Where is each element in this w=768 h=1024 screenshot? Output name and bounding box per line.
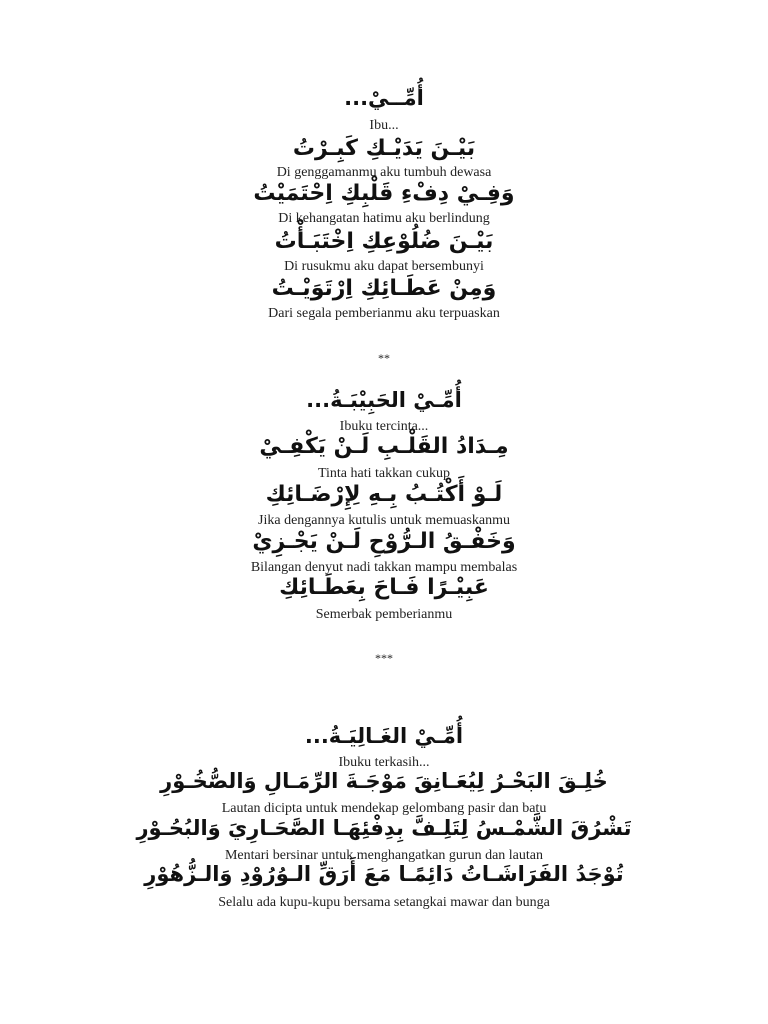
stanza-3-title-translation: Ibuku terkasih... <box>338 755 430 770</box>
stanza-1-line-1-arabic: بَيْـنَ يَدَيْـكِ كَبِـرْتُ <box>292 136 476 161</box>
stanza-3-line-1-arabic: خُلِـقَ البَحْـرُ لِيُعَـانِقَ مَوْجَـةَ الرِّمَـالِ وَالصُّخُـوْرِ <box>160 769 608 793</box>
stanza-2-line-1-arabic: مِـدَادُ القَلْـبِ لَـنْ يَكْفِـيْ <box>259 434 509 459</box>
stanza-1-line-1-translation: Di genggamanmu aku tumbuh dewasa <box>276 165 492 180</box>
stanza-2-line-3-arabic: وَخَفْـقُ الـرُّوْحِ لَـنْ يَجْـزِيْ <box>252 529 516 554</box>
stanza-1-title-arabic: أُمِّــيْ... <box>344 86 424 110</box>
stanza-1-line-3-arabic: بَيْـنَ ضُلُوْعِكِ اِخْتَبَـأْتُ <box>274 229 494 254</box>
stanza-2-title-translation: Ibuku tercinta... <box>339 419 429 434</box>
stanza-1-line-4-translation: Dari segala pemberianmu aku terpuaskan <box>268 306 500 321</box>
stanza-separator: ** <box>378 351 390 365</box>
stanza-1-line-2-translation: Di kehangatan hatimu aku berlindung <box>278 211 490 226</box>
stanza-3-line-1-translation: Lautan dicipta untuk mendekap gelombang pasir dan batu <box>221 801 547 816</box>
stanza-1-line-3-translation: Di rusukmu aku dapat bersembunyi <box>284 259 484 274</box>
stanza-2-line-4-arabic: عَبِيْـرًا فَـاحَ بِعَطَـائِكِ <box>279 575 489 600</box>
stanza-1-title-translation: Ibu... <box>369 118 399 133</box>
stanza-3-title-arabic: أُمِّـيْ الغَـالِيَـةُ... <box>304 724 464 748</box>
stanza-2-line-3-translation: Bilangan denyut nadi takkan mampu membalas <box>250 560 518 575</box>
stanza-3-line-3-translation: Selalu ada kupu-kupu bersama setangkai mawar dan bunga <box>218 895 550 910</box>
stanza-2-title-arabic: أُمِّـيْ الحَبِيْبَـةُ... <box>306 388 462 412</box>
stanza-2-line-2-translation: Jika dengannya kutulis untuk memuaskanmu <box>258 513 510 528</box>
stanza-1-line-4-arabic: وَمِنْ عَطَـائِكِ اِرْتَوَيْـتُ <box>271 276 497 301</box>
stanza-3-line-2-arabic: تَشْرُقَ الشَّمْـسُ لِتَلِـفَّ بِدِفْئِهَـا الصَّحَـارِيَ وَالبُحُـوْرِ <box>136 816 632 840</box>
stanza-2-line-1-translation: Tinta hati takkan cukup <box>317 466 451 481</box>
stanza-3-line-2-translation: Mentari bersinar untuk menghangatkan gurun dan lautan <box>224 848 543 863</box>
stanza-2-line-4-translation: Semerbak pemberianmu <box>315 607 453 622</box>
stanza-1-line-2-arabic: وَفِـيْ دِفْءِ قَلْبِكِ اِحْتَمَيْتُ <box>253 181 515 206</box>
stanza-3-line-3-arabic: تُوْجَدُ الفَرَاشَـاتُ دَائِمًـا مَعَ أَرَقِّ الـوُرُوْدِ وَالـزُّهُوْرِ <box>144 862 624 886</box>
stanza-2-line-2-arabic: لَـوْ أَكْتُـبُ بِـهِ لِإِرْضَـائِكِ <box>265 482 503 507</box>
stanza-separator: *** <box>375 651 393 665</box>
